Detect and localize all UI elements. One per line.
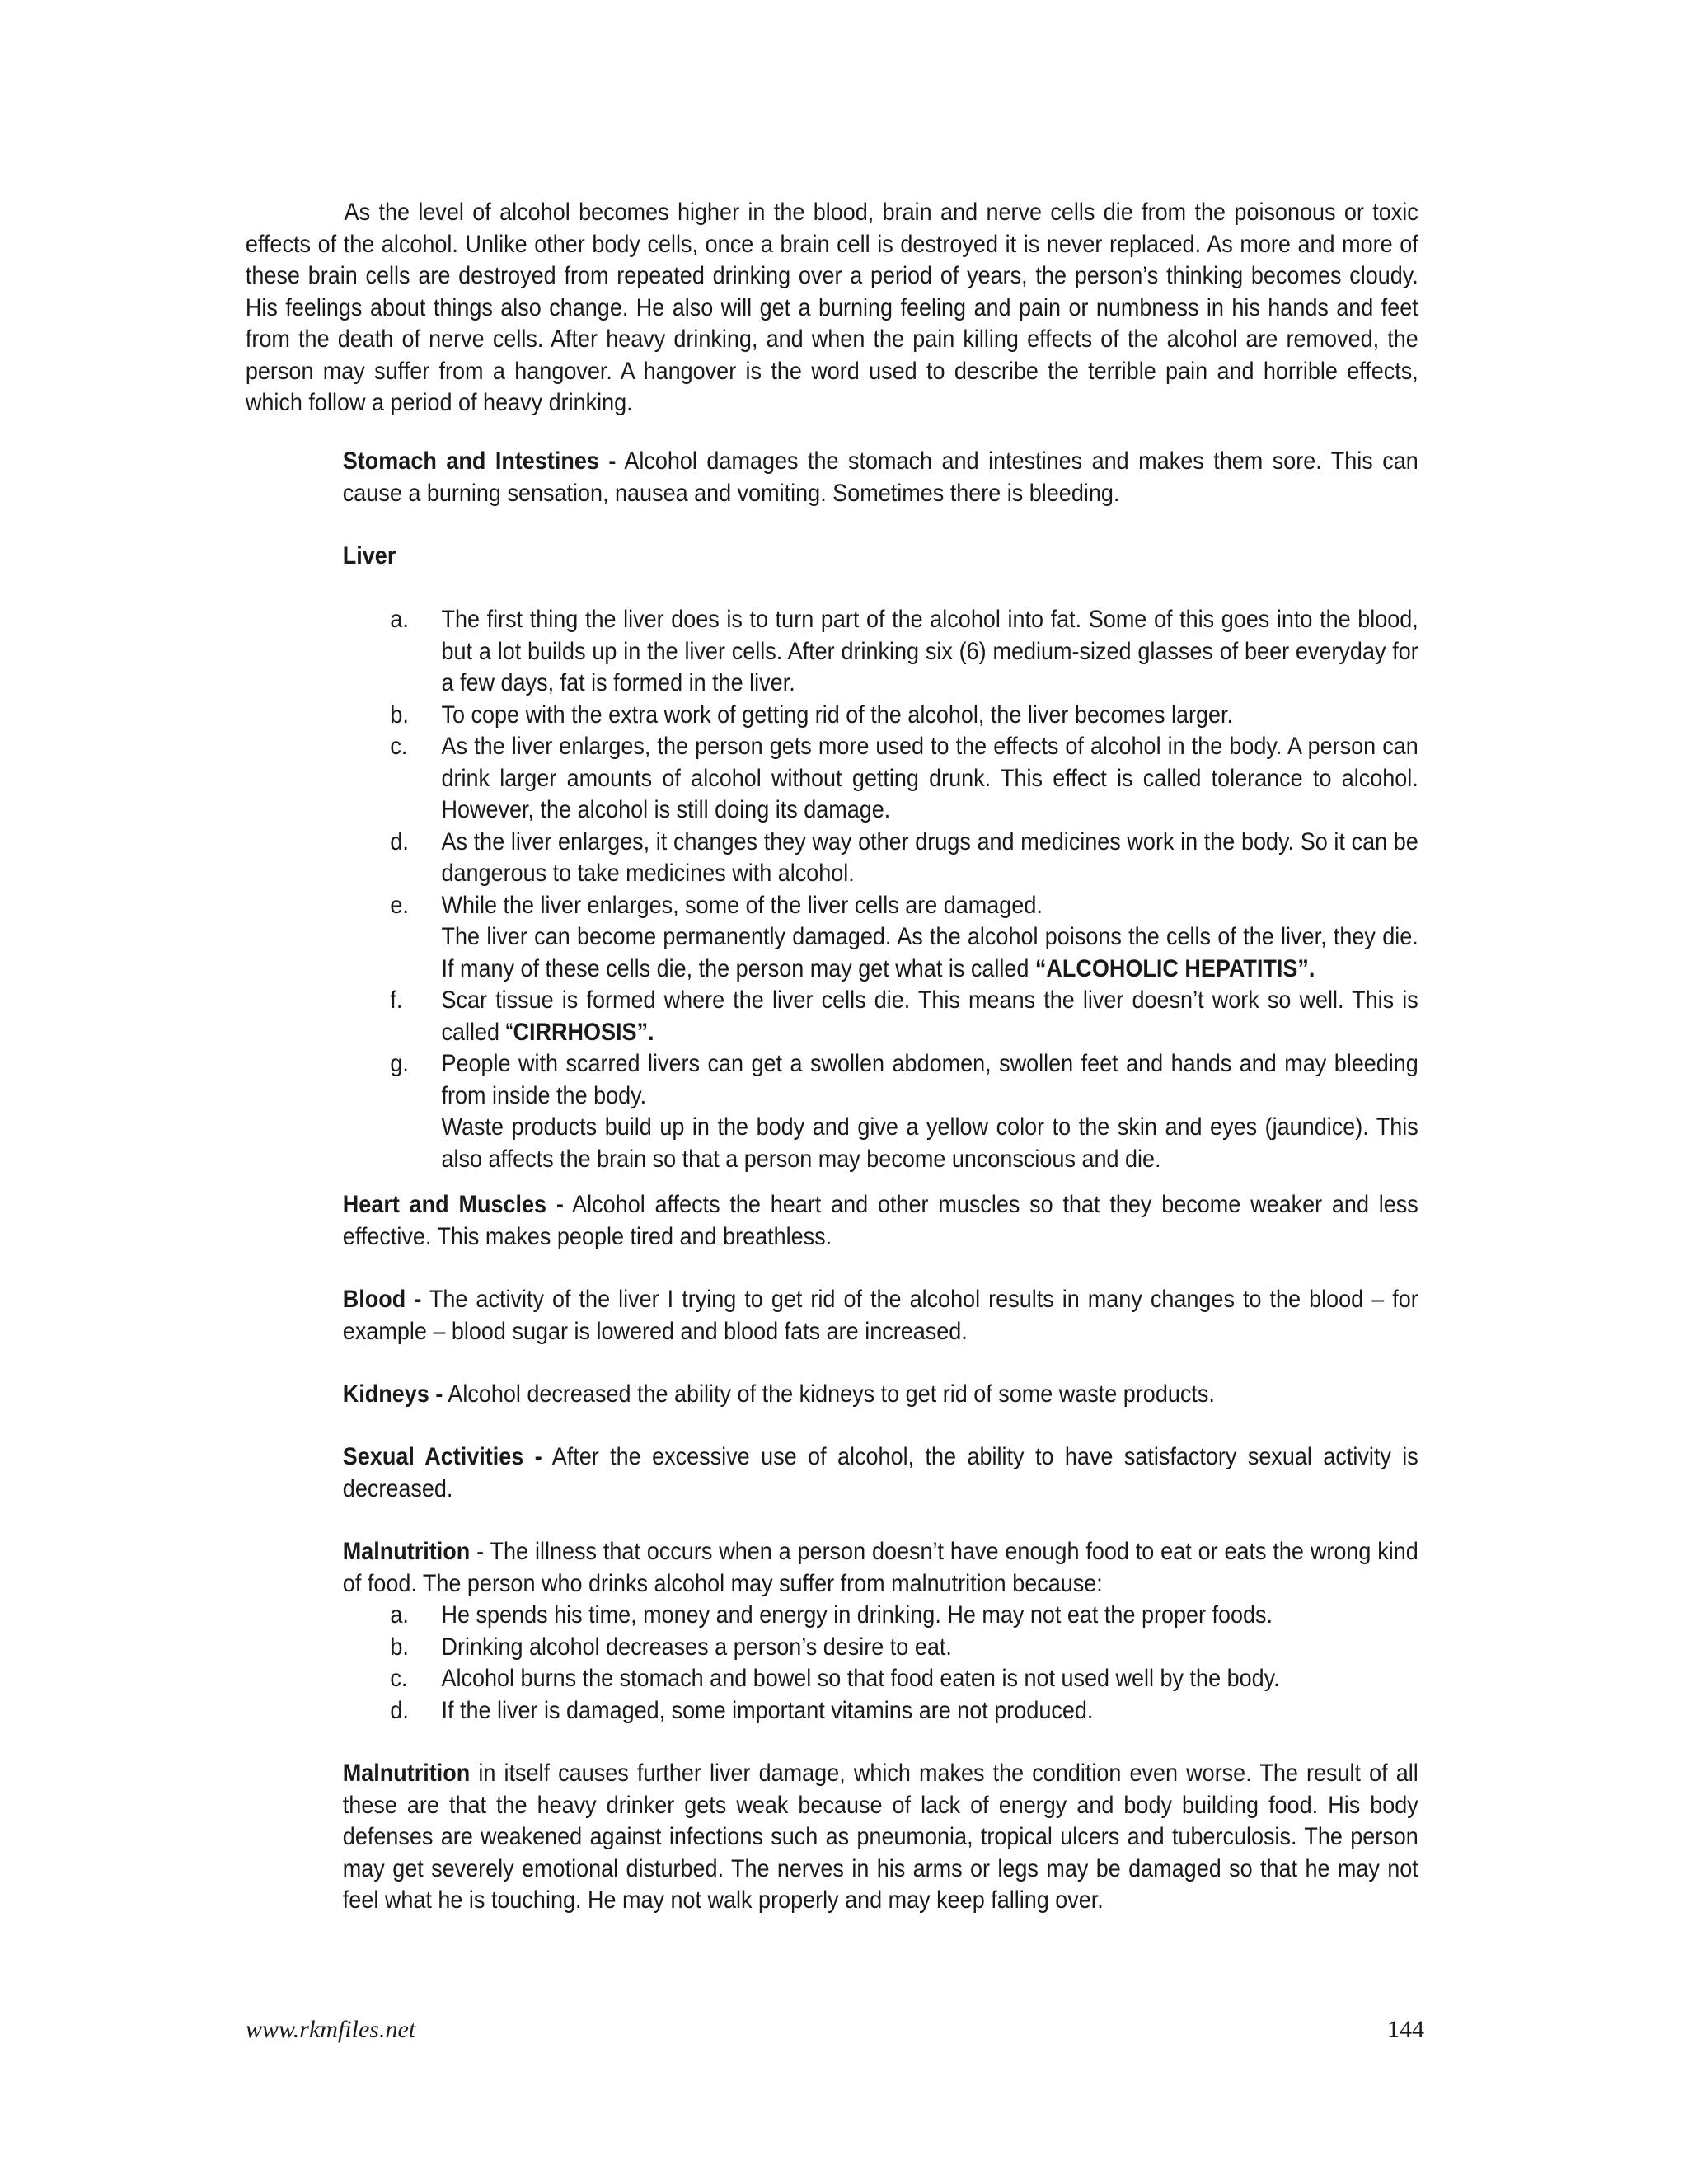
kidneys-heading: Kidneys - bbox=[342, 1380, 443, 1408]
list-item-text: The first thing the liver does is to turn part of the alcohol into fat. Some of this goes into the blood, but a lot builds up in the liver cells. After drinking six (6) medium-sized glasses of beer everyday for a few days, fat is formed in the liver. bbox=[441, 606, 1418, 696]
list-item bbox=[343, 1695, 1418, 1727]
list-item-text: While the liver enlarges, some of the liver cells are damaged. bbox=[441, 891, 1043, 919]
footer-website: www.rkmfiles.net bbox=[246, 2016, 416, 2043]
malnutrition-list bbox=[343, 1600, 1418, 1727]
list-item bbox=[343, 827, 1418, 890]
list-marker: d. bbox=[390, 1696, 409, 1724]
blood-heading: Blood - bbox=[342, 1286, 422, 1313]
malnutrition-paragraph bbox=[343, 1536, 1418, 1600]
stomach-text: Alcohol damages the stomach and intestines and makes them sore. This can cause a burning sensation, nausea and vomiting. Sometimes there is bleeding. bbox=[342, 448, 1418, 507]
list-item-text: Alcohol burns the stomach and bowel so that food eaten is not used well by the body. bbox=[441, 1665, 1280, 1692]
heart-paragraph bbox=[343, 1189, 1418, 1253]
list-item-subtext: Waste products build up in the body and give a yellow color to the skin and eyes (jaundice). This also affects the brain so that a person may become unconscious and die. bbox=[441, 1113, 1418, 1173]
malnutrition-heading: Malnutrition bbox=[342, 1538, 471, 1565]
sexual-paragraph bbox=[343, 1441, 1418, 1505]
list-item bbox=[343, 890, 1418, 986]
heart-text: Alcohol affects the heart and other muscles so that they become weaker and less effective. This makes people tired and breathless. bbox=[342, 1191, 1418, 1250]
list-item bbox=[343, 1663, 1418, 1695]
stomach-paragraph bbox=[343, 446, 1418, 509]
list-item-text: Scar tissue is formed where the liver cells die. This means the liver doesn’t work so well. This is called “ bbox=[441, 987, 1418, 1046]
list-item bbox=[343, 1048, 1418, 1175]
list-item bbox=[343, 731, 1418, 827]
list-marker: c. bbox=[390, 1665, 408, 1692]
alcoholic-hepatitis-term: “ALCOHOLIC HEPATITIS”. bbox=[1034, 954, 1315, 982]
list-marker: c. bbox=[390, 733, 408, 760]
list-marker: a. bbox=[390, 1601, 409, 1629]
list-item-subtext bbox=[442, 921, 1418, 985]
list-item-text: If the liver is damaged, some important vitamins are not produced. bbox=[441, 1696, 1094, 1724]
liver-list bbox=[343, 604, 1418, 1175]
intro-paragraph: As the level of alcohol becomes higher in the blood, brain and nerve cells die from the poisonous or toxic effects of the alcohol. Unlike other body cells, once a brain cell is destroyed it is never replaced. As more and more of these brain cells are destroyed from repeated drinking over a period of years, the person’s thinking becomes cloudy. His feelings about things also change. He also will get a burning feeling and pain or numbness in his hands and feet from the death of nerve cells. After heavy drinking, and when the pain killing effects of the alcohol are removed, the person may suffer from a hangover. A hangover is the word used to describe the terrible pain and horrible effects, which follow a period of heavy drinking. bbox=[245, 199, 1418, 416]
list-marker: f. bbox=[390, 987, 403, 1014]
malnutrition-effects-heading: Malnutrition bbox=[342, 1760, 471, 1787]
malnutrition-effects-text: in itself causes further liver damage, which makes the condition even worse. The result of all these are that the heavy drinker gets weak because of lack of energy and body building food. His body defenses are weakened against infections such as pneumonia, tropical ulcers and tuberculosis. The person may get severely emotional disturbed. The nerves in his arms or legs may be damaged so that he may not feel what he is touching. He may not walk properly and may keep falling over. bbox=[342, 1760, 1418, 1914]
page-number: 144 bbox=[1387, 2016, 1424, 2043]
list-item-text: He spends his time, money and energy in drinking. He may not eat the proper foods. bbox=[441, 1601, 1273, 1629]
kidneys-text: Alcohol decreased the ability of the kidneys to get rid of some waste products. bbox=[443, 1380, 1215, 1408]
list-item bbox=[343, 604, 1418, 700]
sexual-heading: Sexual Activities - bbox=[342, 1443, 542, 1470]
list-item bbox=[343, 985, 1418, 1048]
blood-text: The activity of the liver I trying to get rid of the alcohol results in many changes to the blood – for example – blood sugar is lowered and blood fats are increased. bbox=[342, 1286, 1418, 1345]
liver-heading-text: Liver bbox=[342, 542, 396, 569]
list-item-text: Drinking alcohol decreases a person’s desire to eat. bbox=[441, 1633, 952, 1661]
kidneys-paragraph bbox=[343, 1379, 1418, 1411]
cirrhosis-term: CIRRHOSIS”. bbox=[513, 1018, 654, 1046]
list-marker: b. bbox=[390, 701, 409, 729]
liver-heading bbox=[343, 541, 1418, 573]
list-marker: a. bbox=[390, 606, 409, 633]
list-marker: d. bbox=[390, 827, 409, 855]
stomach-heading: Stomach and Intestines - bbox=[342, 448, 617, 475]
list-item-text: People with scarred livers can get a swollen abdomen, swollen feet and hands and may bleeding from inside the body. bbox=[441, 1050, 1418, 1109]
list-item-text: As the liver enlarges, the person gets more used to the effects of alcohol in the body. A person can drink larger amounts of alcohol without getting drunk. This effect is called tolerance to alcohol. However, the alcohol is still doing its damage. bbox=[441, 733, 1418, 823]
malnutrition-effects-paragraph bbox=[343, 1758, 1418, 1917]
list-item bbox=[343, 700, 1418, 732]
blood-paragraph bbox=[343, 1284, 1418, 1347]
list-item-text: To cope with the extra work of getting rid of the alcohol, the liver becomes larger. bbox=[441, 701, 1234, 729]
list-marker: g. bbox=[390, 1050, 409, 1077]
heart-heading: Heart and Muscles - bbox=[342, 1191, 564, 1218]
sexual-text: After the excessive use of alcohol, the ability to have satisfactory sexual activity is decreased. bbox=[342, 1443, 1418, 1502]
list-marker: b. bbox=[390, 1633, 409, 1661]
malnutrition-text: - The illness that occurs when a person doesn’t have enough food to eat or eats the wrong kind of food. The person who drinks alcohol may suffer from malnutrition because: bbox=[342, 1538, 1418, 1597]
list-item-subtext-body: The liver can become permanently damaged. As the alcohol poisons the cells of the liver, they die. If many of these cells die, the person may get what is called bbox=[441, 923, 1418, 982]
list-item-text: As the liver enlarges, it changes they way other drugs and medicines work in the body. So it can be dangerous to take medicines with alcohol. bbox=[441, 827, 1418, 887]
list-item bbox=[343, 1632, 1418, 1664]
list-item bbox=[343, 1600, 1418, 1632]
list-marker: e. bbox=[390, 891, 409, 919]
